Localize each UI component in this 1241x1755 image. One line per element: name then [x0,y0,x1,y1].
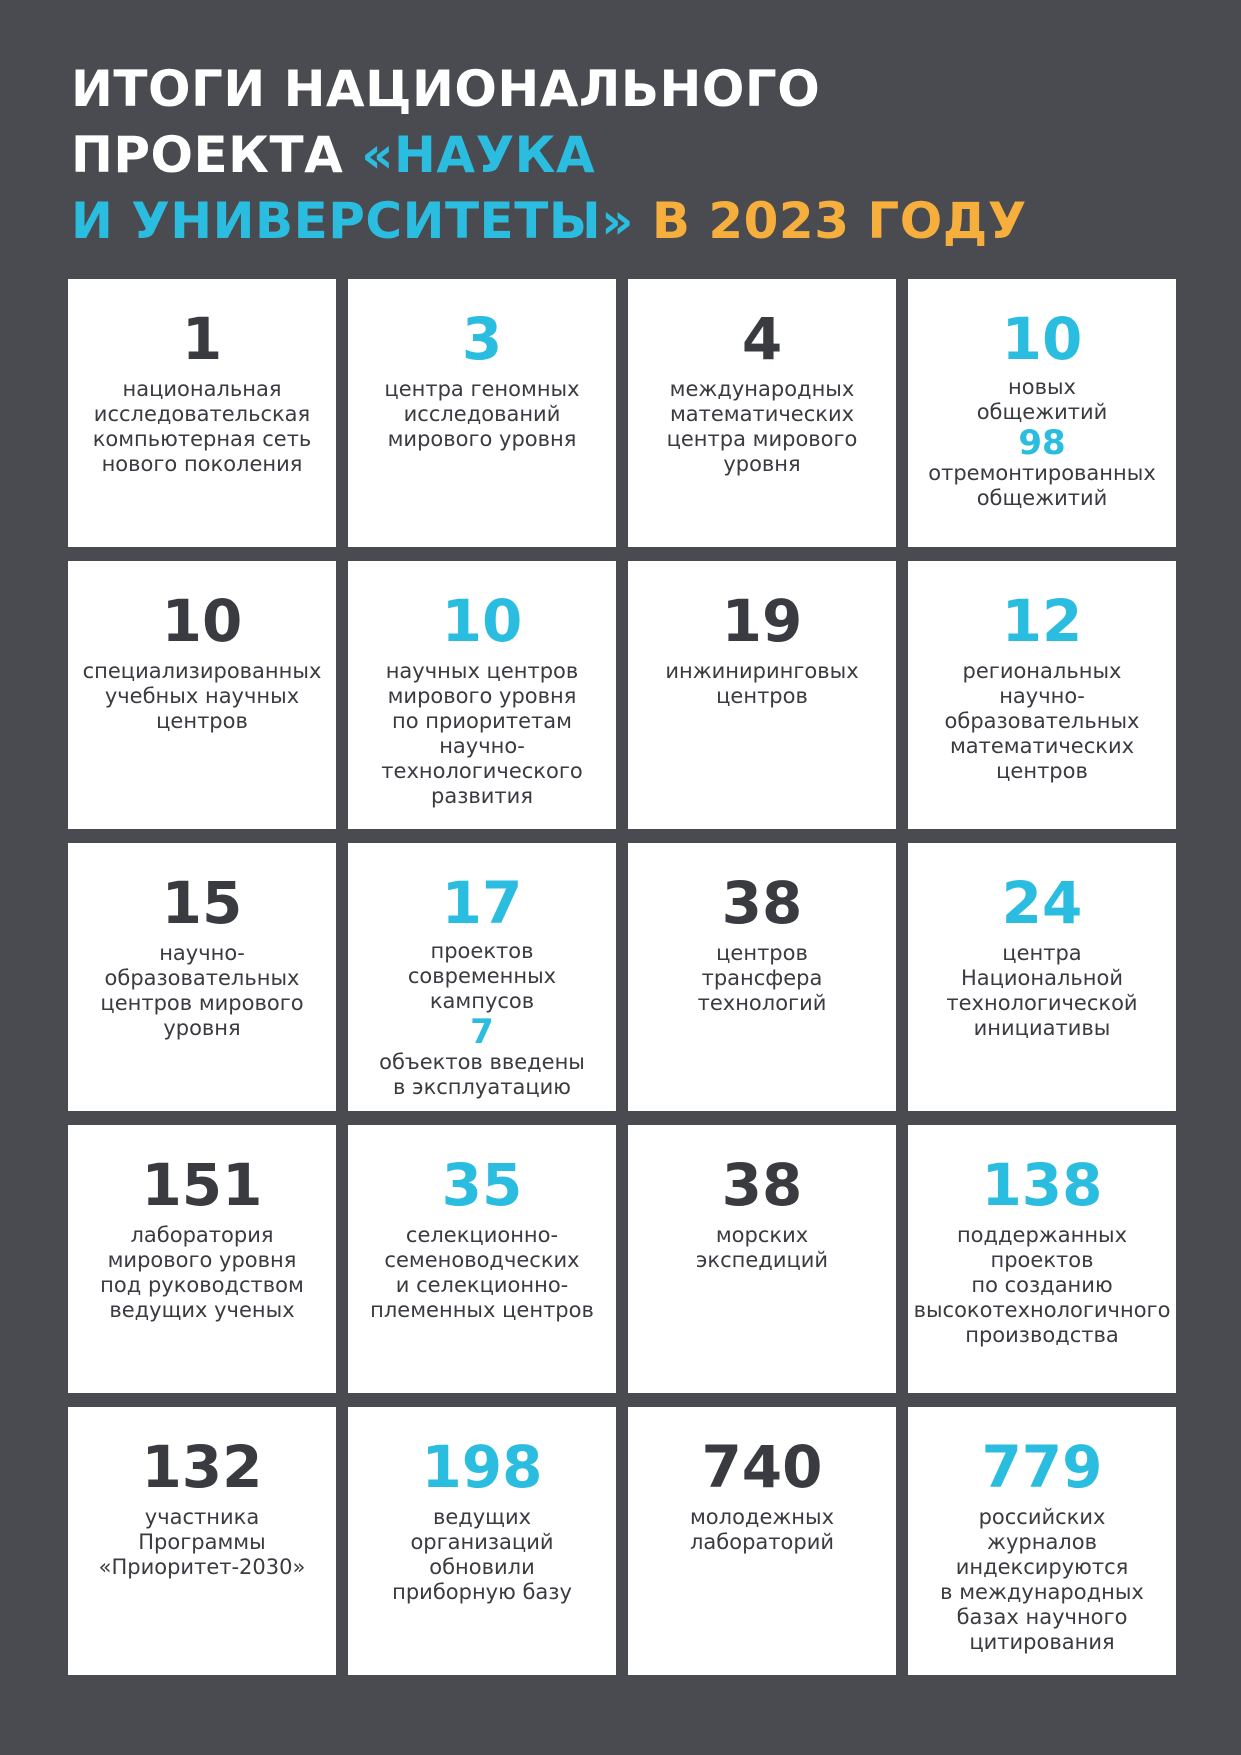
stat-value: 4 [741,305,783,373]
stat-value: 10 [1001,305,1083,373]
stat-description-secondary: объектов введены в эксплуатацию [379,1050,585,1099]
stat-card [628,1407,896,1675]
title-line-2-blue: «НАУКА [361,126,596,184]
stat-description: научно- образовательных центров мирового уровня [100,941,304,1040]
title-line-2-white: ПРОЕКТА [71,126,362,184]
stat-description: центров трансфера технологий [697,941,827,1015]
stats-grid [68,279,1176,1675]
stat-value: 15 [161,869,243,937]
stat-value: 198 [421,1433,543,1501]
stat-description: российских журналов индексируются в международных базах научного цитирования [940,1505,1144,1654]
stat-value: 740 [701,1433,823,1501]
stat-card [68,279,336,547]
stat-card [628,1125,896,1393]
stat-card [348,561,616,829]
stat-value: 132 [141,1433,263,1501]
stat-value: 24 [1001,869,1083,937]
stat-value: 10 [441,587,523,655]
stat-description: лаборатория мирового уровня под руководством ведущих ученых [100,1223,304,1322]
stat-value-secondary: 7 [470,1012,494,1052]
stat-value: 10 [161,587,243,655]
stat-description: проектов современных кампусов [407,939,557,1013]
title-line-3-blue: И УНИВЕРСИТЕТЫ» [71,192,634,250]
stat-card [628,279,896,547]
stat-description: специализированных учебных научных центров [82,659,322,733]
stat-card [348,843,616,1111]
stat-description: научных центров мирового уровня по приоритетам научно- технологического развития [381,659,583,808]
stat-card [628,843,896,1111]
stat-description: центра геномных исследований мирового уровня [384,377,580,451]
stat-value: 779 [981,1433,1103,1501]
stat-description: ведущих организаций обновили приборную базу [392,1505,572,1604]
stat-value: 17 [441,869,523,937]
stat-description: новых общежитий [976,375,1108,424]
stat-card [908,1125,1176,1393]
stat-value: 138 [981,1151,1103,1219]
stat-description: международных математических центра мирового уровня [666,377,858,476]
stat-card [908,279,1176,547]
stat-value: 151 [141,1151,263,1219]
stat-description: инжиниринговых центров [665,659,859,708]
stat-description: селекционно- семеноводческих и селекционно- племенных центров [370,1223,594,1322]
stat-value: 38 [721,1151,803,1219]
stat-card [68,561,336,829]
stat-description: национальная исследовательская компьютерная сеть нового поколения [92,377,312,476]
stat-card [348,279,616,547]
stat-card [348,1407,616,1675]
title-line-1: ИТОГИ НАЦИОНАЛЬНОГО [71,60,821,118]
stat-value: 35 [441,1151,523,1219]
stat-description: поддержанных проектов по созданию высокотехнологичного производства [913,1223,1171,1347]
stat-value: 3 [461,305,503,373]
stat-card [68,1407,336,1675]
stat-value-secondary: 98 [1018,423,1066,463]
stat-card [68,1125,336,1393]
stat-value: 12 [1001,587,1083,655]
stat-description: молодежных лабораторий [689,1505,835,1554]
stat-description: региональных научно- образовательных математических центров [944,659,1140,783]
stat-card [908,561,1176,829]
stat-description-secondary: отремонтированных общежитий [928,461,1156,510]
stat-description: центра Национальной технологической инициативы [946,941,1138,1040]
stat-card [68,843,336,1111]
stat-card [628,561,896,829]
stat-card [348,1125,616,1393]
stat-card [908,1407,1176,1675]
page-title [71,56,1027,254]
stat-description: морских экспедиций [695,1223,829,1272]
title-line-3-orange: В 2023 ГОДУ [633,192,1027,250]
stat-value: 19 [721,587,803,655]
stat-value: 38 [721,869,803,937]
stat-description: участника Программы «Приоритет-2030» [98,1505,306,1579]
stat-value: 1 [181,305,223,373]
stat-card [908,843,1176,1111]
